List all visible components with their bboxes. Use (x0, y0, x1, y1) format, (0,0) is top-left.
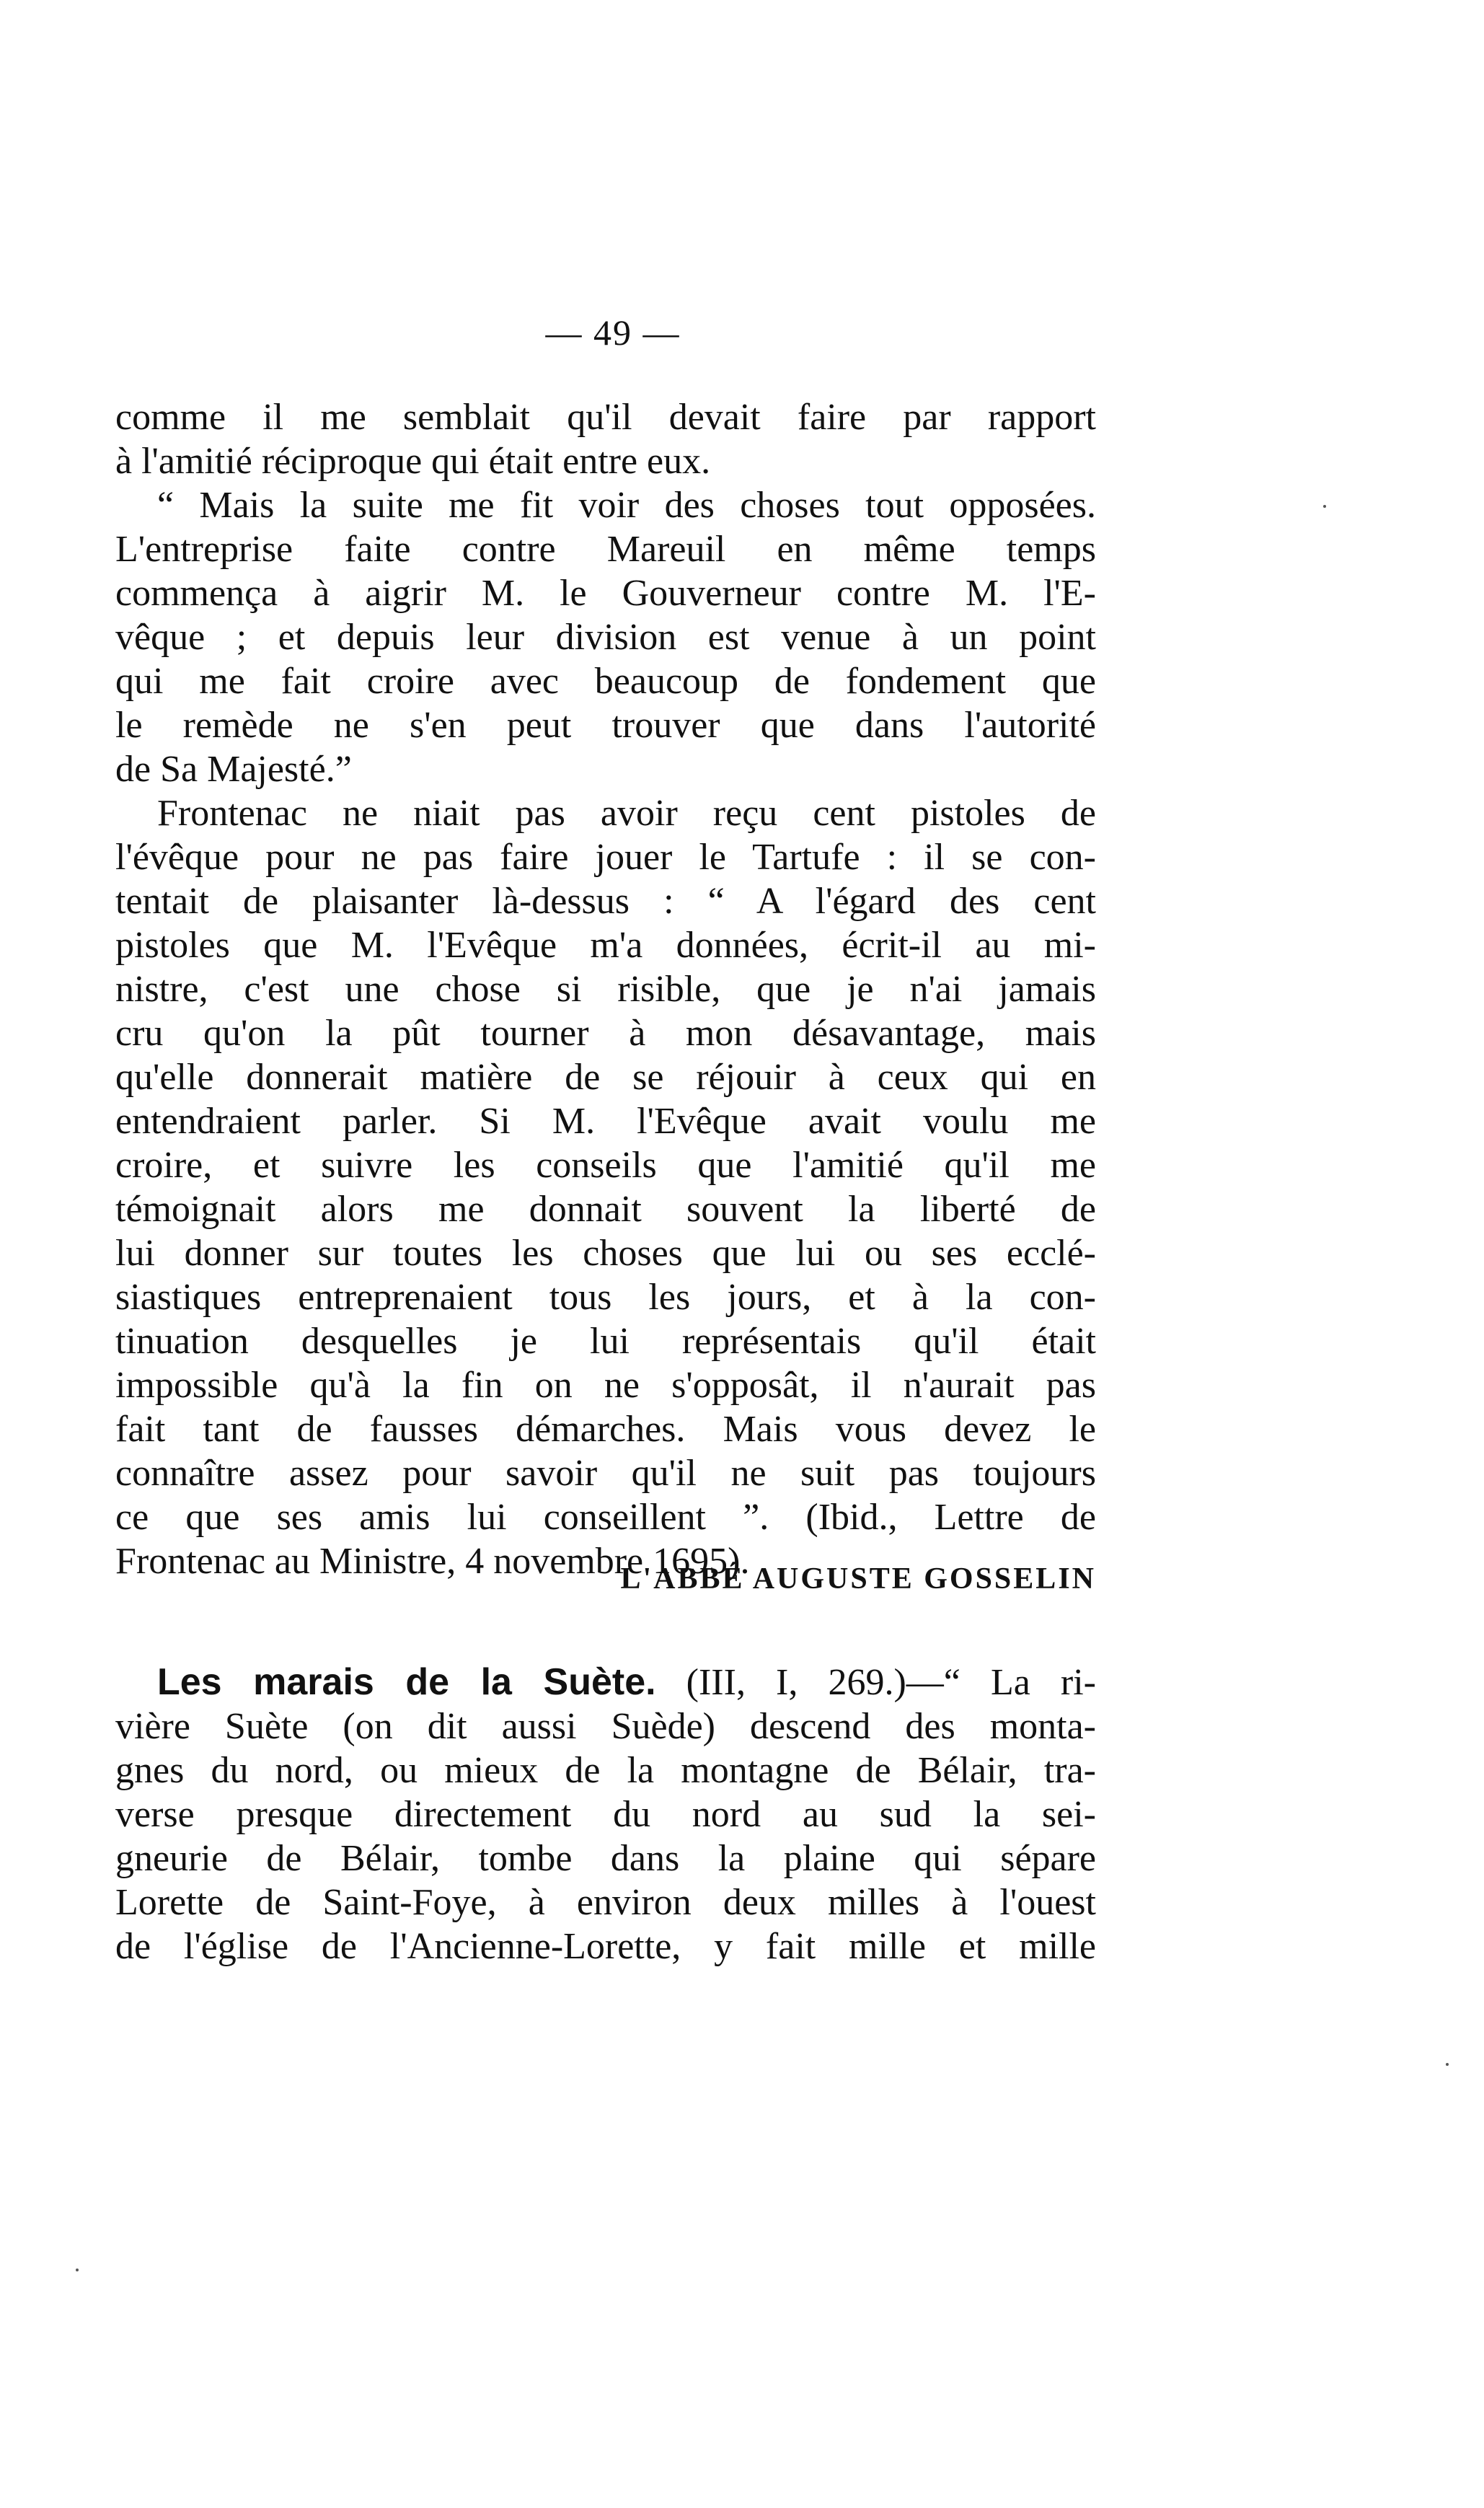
text-line: croire, et suivre les conseils que l'amitié qu'il me (115, 1145, 1096, 1186)
section-reference: (III, I, 269.)—“ La ri- (655, 1662, 1096, 1703)
text-line: entendraient parler. Si M. l'Evêque avait voulu me (115, 1101, 1096, 1142)
text-line: témoignait alors me donnait souvent la liberté de (115, 1189, 1096, 1230)
text-line: à l'amitié réciproque qui était entre eux. (115, 441, 711, 482)
scan-speck (76, 2269, 79, 2271)
text-line: de l'église de l'Ancienne-Lorette, y fait mille et mille (115, 1926, 1096, 1967)
text-line: vêque ; et depuis leur division est venue à un point (115, 617, 1096, 658)
text-line: Frontenac au Ministre, 4 novembre 1695). (115, 1541, 750, 1582)
text-line: gneurie de Bélair, tombe dans la plaine qui sépare (115, 1838, 1096, 1879)
section-heading: Les marais de la Suète. (157, 1661, 656, 1703)
text-line: ce que ses amis lui conseillent ”. (Ibid., Lettre de (115, 1497, 1096, 1538)
text-line: de Sa Majesté.” (115, 749, 352, 790)
section-first-line (115, 1660, 1096, 1704)
text-line: pistoles que M. l'Evêque m'a données, écrit-il au mi- (115, 925, 1096, 966)
text-line: cru qu'on la pût tourner à mon désavantage, mais (115, 1013, 1096, 1054)
text-line: L'entreprise faite contre Mareuil en même temps (115, 529, 1096, 570)
text-line: Lorette de Saint-Foye, à environ deux milles à l'ouest (115, 1882, 1096, 1923)
scan-speck (1323, 505, 1326, 508)
body-text (115, 395, 1096, 1583)
scan-speck (1446, 2063, 1449, 2066)
text-line: nistre, c'est une chose si risible, que je n'ai jamais (115, 969, 1096, 1010)
page-number: — 49 — (545, 312, 681, 353)
text-line: lui donner sur toutes les choses que lui ou ses ecclé- (115, 1233, 1096, 1274)
text-line: verse presque directement du nord au sud la sei- (115, 1794, 1096, 1835)
author-signature: L'ABBÉ AUGUSTE GOSSELIN (620, 1562, 1096, 1596)
text-line: qui me fait croire avec beaucoup de fondement que (115, 661, 1096, 702)
text-line: commença à aigrir M. le Gouverneur contre M. l'E- (115, 573, 1096, 614)
text-line: comme il me semblait qu'il devait faire par rapport (115, 397, 1096, 438)
text-line: connaître assez pour savoir qu'il ne suit pas toujours (115, 1453, 1096, 1494)
text-line: siastiques entreprenaient tous les jours, et à la con- (115, 1277, 1096, 1318)
text-line: fait tant de fausses démarches. Mais vous devez le (115, 1409, 1096, 1450)
text-line: le remède ne s'en peut trouver que dans l'autorité (115, 705, 1096, 746)
text-line: Frontenac ne niait pas avoir reçu cent pistoles de (157, 793, 1096, 834)
text-line: tentait de plaisanter là-dessus : “ A l'égard des cent (115, 881, 1096, 922)
text-line: gnes du nord, ou mieux de la montagne de Bélair, tra- (115, 1750, 1096, 1791)
text-line: vière Suète (on dit aussi Suède) descend des monta- (115, 1706, 1096, 1747)
text-line: l'évêque pour ne pas faire jouer le Tartufe : il se con- (115, 837, 1096, 878)
text-line: tinuation desquelles je lui représentais qu'il était (115, 1321, 1096, 1362)
text-line: “ Mais la suite me fit voir des choses tout opposées. (157, 485, 1096, 526)
text-line: qu'elle donnerait matière de se réjouir à ceux qui en (115, 1057, 1096, 1098)
text-line: impossible qu'à la fin on ne s'opposât, il n'aurait pas (115, 1365, 1096, 1406)
section-entry (115, 1660, 1096, 1968)
